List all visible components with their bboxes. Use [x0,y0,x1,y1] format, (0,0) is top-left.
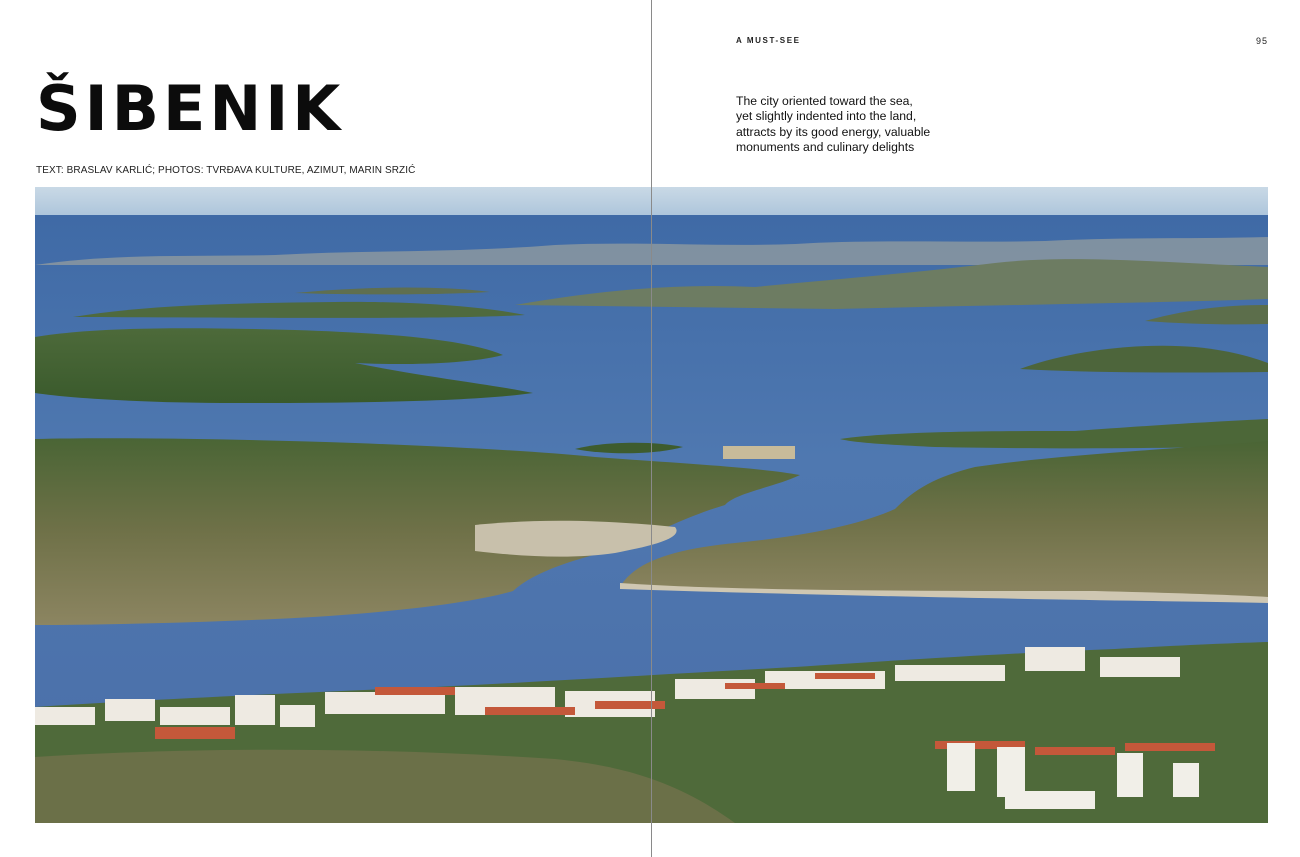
standfirst [736,94,951,156]
page-number: 95 [1255,36,1268,46]
standfirst-line: attracts by its good energy, valuable [736,124,931,139]
section-label: A MUST-SEE [736,36,801,45]
article-credits: TEXT: BRASLAV KARLIĆ; PHOTOS: TVRĐAVA KULTURE, AZIMUT, MARIN SRZIĆ [36,165,416,176]
standfirst-line: monuments and culinary delights [736,140,915,155]
standfirst-line: yet slightly indented into the land, [736,109,917,124]
standfirst-line: The city oriented toward the sea, [736,94,913,108]
st-nicholas-fortress [723,446,795,459]
article-title: ŠIBENIK [36,72,345,145]
spread-gutter [651,0,652,857]
